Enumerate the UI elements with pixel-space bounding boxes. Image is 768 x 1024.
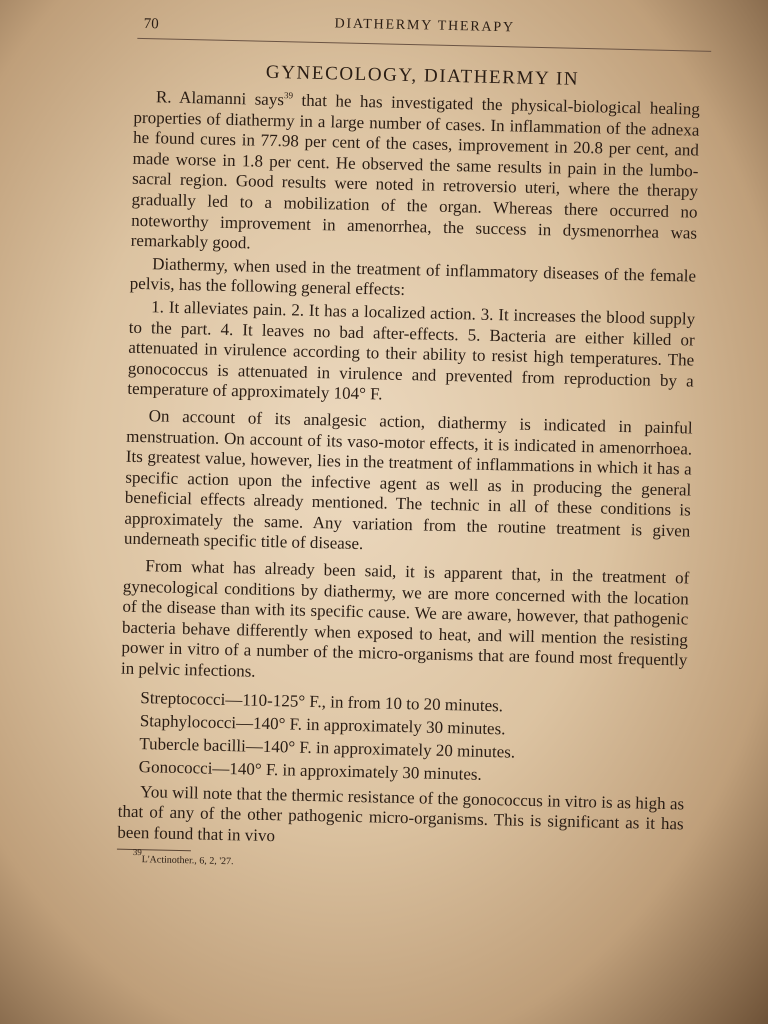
page-number: 70: [143, 15, 159, 33]
footnote-marker: 39: [132, 847, 142, 858]
page-body: [69, 86, 728, 879]
footnote-reference: 39: [283, 90, 294, 101]
list-item: Streptococci—110-125° F., in from 10 to 20 minutes.: [140, 687, 504, 715]
paragraph-gonococcus-resistance: You will note that the thermic resistance of the gonococcus in vitro is as high as that of any of the other pathogenic micro-organisms. This is significant as it has been found that in vivo: [117, 781, 685, 845]
paragraph-alamanni: [130, 87, 700, 265]
list-item: Staphylococci—140° F. in approximately 30 minutes.: [139, 710, 506, 738]
paragraph-alamanni-rest: that he has investigated the physical-biological healing properties of diathermy in a large number of cases. In inflammation of the adnexa he found cures in 77.98 per cent of the cases, improvement in 20.8 per cent, and made worse in 1.8 per cent. He observed the same results in pain in the lumbo-sacral region. Good results were noted in retroversio uteri, where the therapy gradually led to a mobilization of the organ. Whereas there occurred no noteworthy improvement in amenorrhea, the success in dysmenorrhea was remarkably good.: [130, 90, 701, 253]
paragraph-general-effects-list: 1. It alleviates pain. 2. It has a localized action. 3. It increases the blood supply to the part. 4. It leaves no bad after-effects. 5. Bacteria are either killed or attenuated in virulence according to their ability to resist high temperatures. The gonococcus is attenuated in virulence and prevented from reproduction by a temperature of approximately 104° F.: [127, 297, 696, 404]
section-title: GYNECOLOGY, DIATHERMY IN: [265, 61, 580, 90]
list-item: Gonococci—140° F. in approximately 30 minutes.: [138, 756, 482, 784]
footnote-text: L'Actinother., 6, 2, '27.: [141, 854, 234, 868]
paragraph-general-effects-intro: Diathermy, when used in the treatment of inflammatory diseases of the female pelvis, has the following general effects:: [129, 253, 697, 300]
running-head: [137, 6, 712, 52]
footnote: [117, 847, 683, 878]
paragraph-indications: On account of its analgesic action, diathermy is indicated in painful menstruation. On account of its vaso-motor effects, it is indicated in amenorrhoea. Its greatest value, however, lies in the treatment of inflammations in which it has a specific action upon the infective agent as well as in producing the general beneficial effects already mentioned. The technic in all of these conditions is approximately the same. Any variation from the routine treatment is given underneath specific title of disease.: [123, 406, 693, 554]
paragraph-location-vs-cause: From what has already been said, it is apparent that, in the treatment of gynecological conditions by diathermy, we are more concerned with the location of the disease than with its specific cause. We are aware, however, that pathogenic bacteria behave differently when exposed to heat, and will mention the resisting power in vitro of a number of the micro-organisms that are found most frequently in pelvic infections.: [120, 556, 690, 681]
paragraph-alamanni-lead: R. Alamanni says: [155, 87, 285, 110]
running-title: DIATHERMY THERAPY: [334, 16, 515, 36]
organism-resistance-list: [119, 685, 687, 790]
book-page: [65, 5, 730, 1024]
list-item: Tubercle bacilli—140° F. in approximately 20 minutes.: [139, 733, 516, 762]
